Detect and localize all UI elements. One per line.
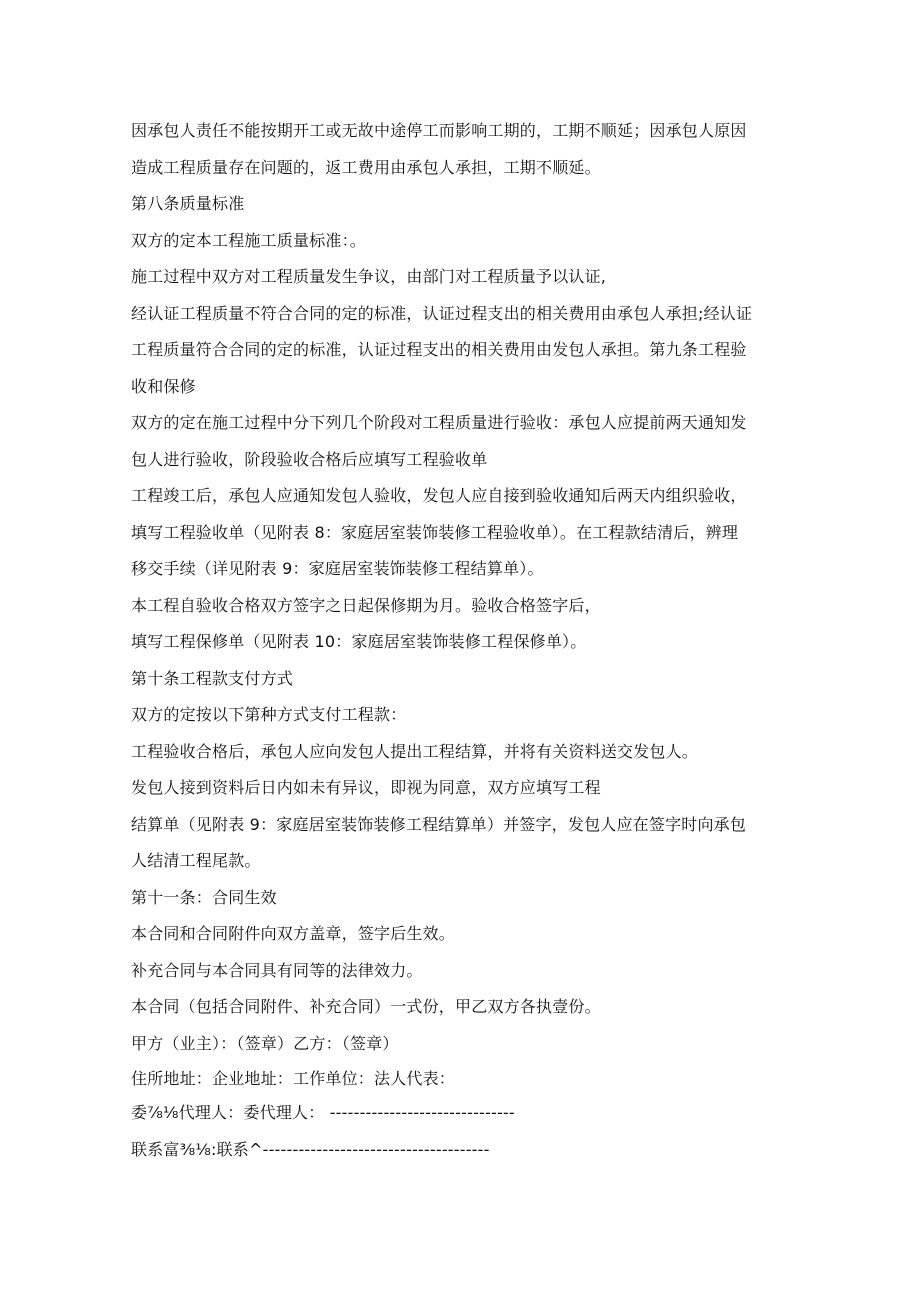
document-body (131, 113, 791, 1168)
signature-line: 甲方（业主）：（签章）乙方：（签章） (131, 1033, 399, 1053)
agent-line: 委⅞⅛代理人：委代理人： ------------------------------- (131, 1103, 515, 1122)
text-line: 填写工程保修单（见附表 10：家庭居室装饰装修工程保修单）。 (131, 632, 587, 651)
text-line: 双方的定本工程施工质量标准：。 (131, 230, 367, 250)
text-line: 工程质量符合合同的定的标准，认证过程支出的相关费用由发包人承担。第九条工程验 (131, 340, 747, 359)
text-line: 工程竣工后，承包人应通知发包人验收，发包人应自接到验收通知后两天内组织验收， (131, 486, 747, 505)
text-line: 包人进行验收，阶段验收合格后应填写工程验收单 (131, 449, 488, 469)
section-heading: 第八条质量标准 (131, 194, 245, 213)
text-line: 造成工程质量存在问题的，返工费用由承包人承担，工期不顺延。 (131, 157, 601, 177)
text-line: 因承包人责任不能按期开工或无故中途停工而影响工期的，工期不顺延；因承包人原因 (131, 121, 747, 140)
text-line: 双方的定在施工过程中分下列几个阶段对工程质量进行验收：承包人应提前两天通知发 (131, 413, 747, 432)
address-line: 住所地址：企业地址：工作单位：法人代表： (131, 1069, 456, 1088)
text-line: 结算单（见附表 9：家庭居室装饰装修工程结算单）并签字，发包人应在签字时向承包 (131, 814, 747, 834)
text-line: 移交手续（详见附表 9：家庭居室装饰装修工程结算单）。 (131, 559, 544, 578)
text-line: 本工程自验收合格双方签字之日起保修期为月。验收合格签字后， (131, 595, 601, 615)
text-line: 填写工程验收单（见附表 8：家庭居室装饰装修工程验收单）。在工程款结清后，辨理 (131, 522, 739, 542)
text-line: 发包人接到资料后日内如未有异议，即视为同意，双方应填写工程 (131, 778, 601, 797)
text-line: 施工过程中双方对工程质量发生争议，由部门对工程质量予以认证, (131, 267, 607, 286)
section-heading: 第十条工程款支付方式 (131, 668, 294, 688)
text-line: 双方的定按以下第种方式支付工程款： (131, 705, 407, 724)
text-line: 本合同和合同附件向双方盖章，签字后生效。 (131, 924, 456, 943)
contact-line: 联系富⅜⅛:联系^-------------------------------------- (131, 1139, 490, 1159)
text-line: 本合同（包括合同附件、补充合同）一式份，甲乙双方各执壹份。 (131, 997, 601, 1016)
text-line: 补充合同与本合同具有同等的法律效力。 (131, 960, 423, 980)
text-line: 收和保修 (131, 376, 196, 396)
text-line: 人结清工程尾款。 (131, 851, 261, 870)
section-heading: 第十一条：合同生效 (131, 887, 277, 907)
text-line: 经认证工程质量不符合合同的定的标准，认证过程支出的相关费用由承包人承担;经认证 (131, 303, 753, 323)
text-line: 工程验收合格后，承包人应向发包人提出工程结算，并将有关资料送交发包人。 (131, 741, 699, 761)
